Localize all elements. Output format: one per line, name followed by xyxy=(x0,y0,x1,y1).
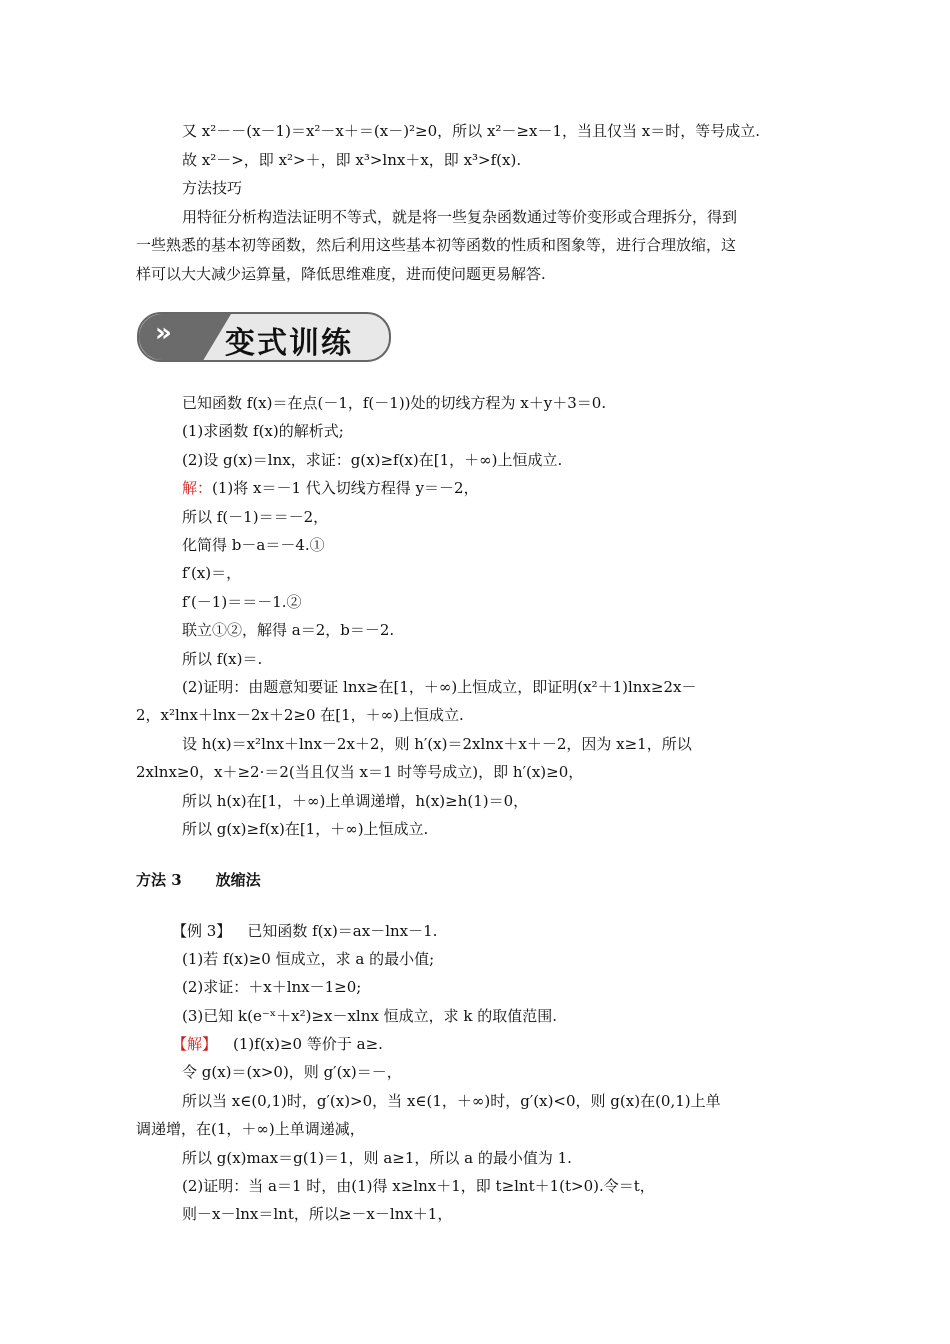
double-chevron-icon: » xyxy=(155,318,166,348)
solution-line: f′(x)＝， xyxy=(182,564,242,582)
solution-line: 化简得 b－a＝－4.① xyxy=(182,536,325,554)
solution-line: 所以 g(x)≥f(x)在[1，＋∞)上恒成立. xyxy=(182,820,429,838)
exercise-line: (2)设 g(x)＝lnx，求证：g(x)≥f(x)在[1，＋∞)上恒成立. xyxy=(182,451,563,469)
solution-line: 所以 f(－1)＝＝－2， xyxy=(182,508,329,526)
answer-line: 则－x－lnx＝lnt，所以≥－x－lnx＋1， xyxy=(182,1205,453,1223)
answer-label: 【解】 xyxy=(172,1035,218,1053)
answer-line: 令 g(x)＝(x>0)，则 g′(x)＝－， xyxy=(182,1063,402,1081)
text-line: 故 x²－>，即 x²>＋，即 x³>lnx＋x，即 x³>f(x). xyxy=(182,151,522,169)
answer-line: 所以 g(x)max＝g(1)＝1，则 a≥1，所以 a 的最小值为 1. xyxy=(182,1149,572,1167)
answer-line: (2)证明：当 a＝1 时，由(1)得 x≥lnx＋1，即 t≥lnt＋1(t>0).令＝t， xyxy=(182,1177,655,1195)
banner-title: 变式训练 xyxy=(225,326,353,361)
exercise-line: (1)求函数 f(x)的解析式; xyxy=(182,422,344,440)
solution-line: 2xlnx≥0，x＋≥2·＝2(当且仅当 x＝1 时等号成立)，即 h′(x)≥0， xyxy=(136,763,584,781)
example-line: (2)求证：＋x＋lnx－1≥0; xyxy=(182,978,362,996)
example-line: (3)已知 k(e⁻ˣ＋x²)≥x－xlnx 恒成立，求 k 的取值范围. xyxy=(182,1007,558,1025)
solution-line: 所以 f(x)＝. xyxy=(182,650,263,668)
answer-line: 调递增，在(1，＋∞)上单调递减， xyxy=(136,1120,365,1138)
solution-line: 解：(1)将 x＝－1 代入切线方程得 y＝－2， xyxy=(182,479,479,497)
answer-line: 所以当 x∈(0,1)时，g′(x)>0，当 x∈(1，＋∞)时，g′(x)<0，则 g(x)在(0,1)上单 xyxy=(182,1092,721,1110)
text-line: 又 x²－－(x－1)＝x²－x＋＝(x－)²≥0，所以 x²－≥x－1，当且仅当 x＝时，等号成立. xyxy=(182,122,760,140)
exercise-line: 已知函数 f(x)＝在点(－1，f(－1))处的切线方程为 x＋y＋3＝0. xyxy=(182,394,607,412)
method-number: 方法 3 xyxy=(136,871,182,889)
solution-label: 解： xyxy=(182,479,213,497)
text-line: 样可以大大减少运算量，降低思维难度，进而使问题更易解答. xyxy=(136,265,546,283)
example-label: 【例 3】 xyxy=(172,922,232,940)
solution-line: f′(－1)＝＝－1.② xyxy=(182,593,302,611)
example-line: (1)若 f(x)≥0 恒成立，求 a 的最小值; xyxy=(182,950,435,968)
exercise-banner xyxy=(137,312,391,362)
solution-line: 设 h(x)＝x²lnx＋lnx－2x＋2，则 h′(x)＝2xlnx＋x＋－2，因为 x≥1，所以 xyxy=(182,735,692,753)
method-name: 放缩法 xyxy=(215,871,261,889)
solution-line: 联立①②，解得 a＝2，b＝－2. xyxy=(182,621,395,639)
solution-line: 2，x²lnx＋lnx－2x＋2≥0 在[1，＋∞)上恒成立. xyxy=(136,706,464,724)
section-heading: 方法技巧 xyxy=(182,179,243,197)
method-heading xyxy=(136,869,261,893)
text-line: 一些熟悉的基本初等函数，然后利用这些基本初等函数的性质和图象等，进行合理放缩，这 xyxy=(136,236,737,254)
example-line: 【例 3】 已知函数 f(x)＝ax－lnx－1. xyxy=(172,922,438,940)
answer-line: 【解】 (1)f(x)≥0 等价于 a≥. xyxy=(172,1035,383,1053)
text-line: 用特征分析构造法证明不等式，就是将一些复杂函数通过等价变形或合理拆分，得到 xyxy=(182,208,738,226)
solution-line: 所以 h(x)在[1，＋∞)上单调递增，h(x)≥h(1)＝0， xyxy=(182,792,529,810)
solution-line: (2)证明：由题意知要证 lnx≥在[1，＋∞)上恒成立，即证明(x²＋1)lnx≥2x－ xyxy=(182,678,697,696)
